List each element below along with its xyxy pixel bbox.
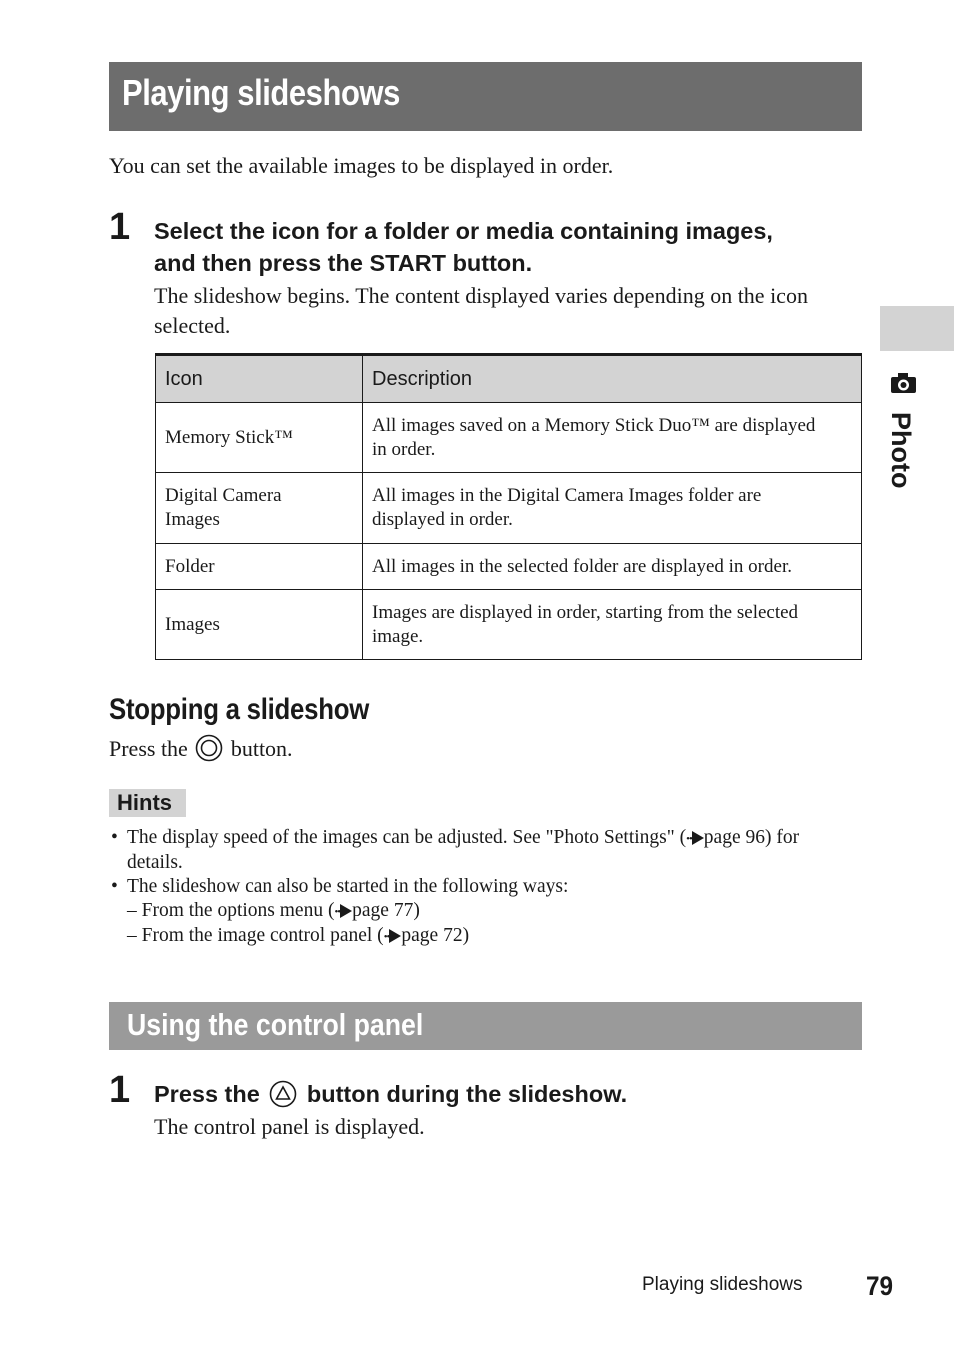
side-tab-label: Photo xyxy=(886,412,916,489)
description-line: displayed in order. xyxy=(372,509,513,530)
list-item xyxy=(109,826,869,875)
hint-text: The display speed of the images can be adjusted. See "Photo Settings" ( xyxy=(127,827,687,848)
table-cell-description: All images in the selected folder are displayed in order. xyxy=(363,544,862,590)
step-heading-line2: and then press the START button. xyxy=(154,250,533,276)
hint-text: details. xyxy=(127,852,183,873)
description-line: image. xyxy=(372,625,424,647)
side-tab-label-wrap xyxy=(886,412,926,502)
stopping-heading: Stopping a slideshow xyxy=(109,693,370,726)
step-body-line1: The slideshow begins. The content displayed varies depending on the icon xyxy=(154,283,808,308)
hint-text: From the options menu ( xyxy=(141,900,335,921)
sub-list-item xyxy=(109,924,869,949)
table-row xyxy=(156,544,862,590)
arrow-link-icon: •• xyxy=(686,833,692,845)
step-heading-line1: Select the icon for a folder or media containing images, xyxy=(154,218,773,244)
icon-line: Images xyxy=(165,509,220,530)
table-cell-icon: Folder xyxy=(156,544,363,590)
table-cell-description xyxy=(363,590,862,660)
page-link: page 72) xyxy=(401,925,470,946)
hints-list xyxy=(109,826,869,949)
sub-list-item xyxy=(109,899,869,924)
bullet: • xyxy=(111,827,118,848)
footer-section: Playing slideshows xyxy=(642,1274,803,1295)
bullet: • xyxy=(111,876,118,897)
table-header-icon: Icon xyxy=(156,355,363,403)
step-number: 1 xyxy=(109,1069,131,1111)
side-tab xyxy=(880,306,954,351)
step-heading xyxy=(154,1078,627,1110)
table-cell-icon xyxy=(156,473,363,544)
table-row xyxy=(156,590,862,660)
description-line: All images in the Digital Camera Images folder are xyxy=(372,485,762,506)
page-link: page 96) for xyxy=(703,827,800,848)
triangle-icon xyxy=(389,929,401,943)
step-number: 1 xyxy=(109,206,131,248)
section-heading-bar xyxy=(109,1002,862,1050)
stopping-text xyxy=(109,734,293,764)
section-heading: Using the control panel xyxy=(127,1007,424,1042)
hints-label-box xyxy=(109,789,186,817)
list-item xyxy=(109,875,869,899)
table-row xyxy=(156,473,862,544)
triangle-icon xyxy=(340,904,352,918)
page-number: 79 xyxy=(866,1271,894,1301)
description-line: in order. xyxy=(372,438,436,460)
step-body xyxy=(154,281,808,341)
arrow-link-icon: •• xyxy=(383,931,390,943)
stopping-text-after: button. xyxy=(230,736,293,761)
hint-text: From the image control panel ( xyxy=(141,925,384,946)
table-row xyxy=(156,403,862,473)
page-title-bar xyxy=(109,62,862,131)
hint-text: The slideshow can also be started in the following ways: xyxy=(127,876,569,897)
table-cell-icon: Images xyxy=(156,590,363,660)
control-panel-body: The control panel is displayed. xyxy=(154,1114,425,1139)
intro-text: You can set the available images to be displayed in order. xyxy=(109,153,614,178)
description-line: All images saved on a Memory Stick Duo™ are displayed xyxy=(372,414,816,436)
table-header-description: Description xyxy=(363,355,862,403)
table-cell-description xyxy=(363,403,862,473)
triangle-icon xyxy=(692,831,704,845)
step-heading-before: Press the xyxy=(154,1081,260,1107)
hints-label: Hints xyxy=(117,790,172,815)
step-heading xyxy=(154,215,773,279)
table-cell-description xyxy=(363,473,862,544)
enter-button-icon xyxy=(195,734,223,762)
icon-line: Digital Camera xyxy=(165,485,282,506)
step-body-line2: selected. xyxy=(154,313,231,338)
arrow-link-icon: •• xyxy=(334,906,341,918)
triangle-button-icon xyxy=(269,1080,297,1108)
stopping-text-before: Press the xyxy=(109,736,188,761)
page-link: page 77) xyxy=(352,900,420,921)
table-cell-icon: Memory Stick™ xyxy=(156,403,363,473)
step-heading-after: button during the slideshow. xyxy=(306,1081,628,1107)
dash: – xyxy=(127,900,137,921)
dash: – xyxy=(127,925,137,946)
description-line: Images are displayed in order, starting from the selected xyxy=(372,601,799,623)
icon-description-table xyxy=(155,353,862,660)
page-title: Playing slideshows xyxy=(122,72,400,113)
camera-icon xyxy=(890,372,917,394)
